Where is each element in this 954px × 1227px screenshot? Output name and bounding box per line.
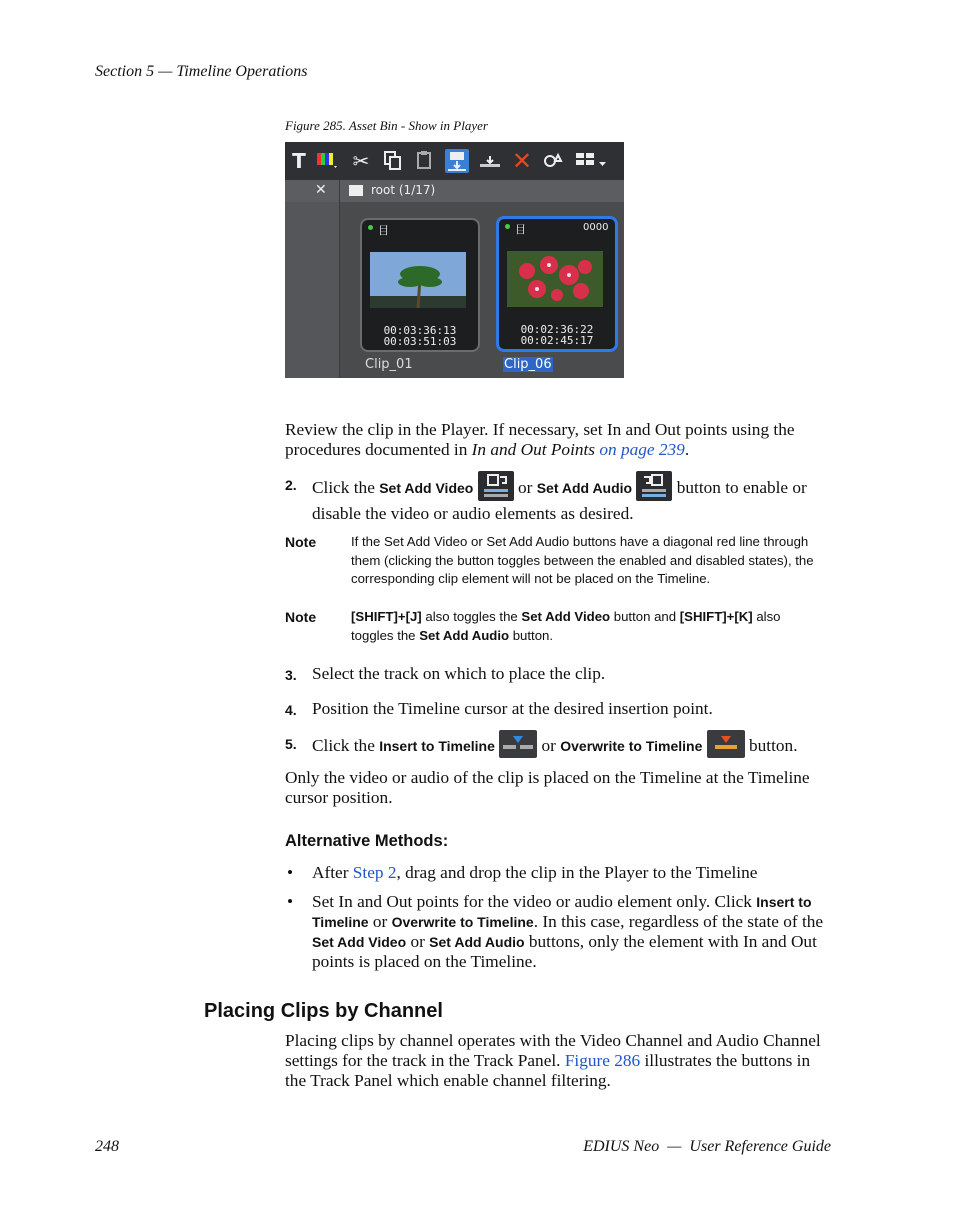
running-header: Section 5 — Timeline Operations — [95, 63, 308, 80]
folder-icon — [349, 185, 363, 196]
clip-image — [507, 251, 603, 307]
clip-type-icon: 目 — [378, 224, 389, 237]
intro-paragraph: Review the clip in the Player. If necessary, set In and Out points using the procedures documented in In and Out Points on page 239. — [285, 420, 795, 459]
step-4: Position the Timeline cursor at the desired insertion point. — [312, 699, 713, 718]
timecode-out: 00:03:51:03 — [383, 335, 457, 348]
figure-286-link[interactable]: Figure 286 — [564, 1051, 641, 1070]
set-add-audio-icon[interactable] — [636, 471, 672, 501]
step-2: Click the Set Add Video or Set Add Audio button to enable or disable the video or audio elements as desired. — [312, 474, 852, 524]
bullet-item: Set In and Out points for the video or audio element only. Click Insert to Timeline or Overwrite to Timeline. In this case, regardless of the state of the Set Add Video or Set Add Audio buttons, only the element with In and Out points is placed on the Timeline. — [312, 892, 824, 971]
bullet-icon: • — [287, 892, 294, 911]
clip-image — [370, 252, 466, 308]
note-text: [SHIFT]+[J] also toggles the Set Add Video button and [SHIFT]+[K] also toggles the Set Add Audio button. — [351, 609, 781, 643]
step-2-link[interactable]: Step 2 — [352, 863, 397, 882]
alternative-methods-heading: Alternative Methods: — [285, 832, 449, 850]
figure-caption: Figure 285. Asset Bin - Show in Player — [285, 118, 488, 133]
footer-title: EDIUS Neo — User Reference Guide — [583, 1138, 831, 1155]
step-number: 3. — [285, 667, 297, 683]
timecode-out: 00:02:45:17 — [520, 334, 594, 347]
step-3: Select the track on which to place the clip. — [312, 664, 606, 683]
step-number: 5. — [285, 736, 297, 752]
clip-badge: 0000 — [583, 222, 609, 233]
overwrite-to-timeline-icon[interactable] — [707, 730, 745, 758]
note-label: Note — [285, 534, 317, 550]
color-bars-icon[interactable] — [315, 149, 339, 173]
step-5: Click the Insert to Timeline or Overwrite to Timeline button. — [312, 733, 852, 761]
cut-icon[interactable]: ✂ — [352, 149, 370, 173]
note-text: If the Set Add Video or Set Add Audio buttons have a diagonal red line through them (clicking the button toggles between the enabled and disabled states), the corresponding clip element will not be placed on the Timeline. — [351, 534, 814, 586]
timecode-in: 00:02:36:22 — [520, 323, 594, 336]
step-number: 4. — [285, 702, 297, 718]
clip-thumbnail-selected[interactable] — [496, 216, 618, 352]
bullet-icon: • — [287, 863, 294, 882]
note-label: Note — [285, 609, 317, 625]
add-to-timeline-icon[interactable] — [478, 149, 502, 173]
timecode-in: 00:03:36:13 — [383, 324, 457, 337]
title-icon[interactable]: T — [292, 149, 306, 173]
status-dot-icon — [505, 224, 510, 229]
copy-icon[interactable] — [381, 149, 405, 173]
asset-bin-screenshot — [285, 142, 624, 378]
set-add-video-icon[interactable] — [478, 471, 514, 501]
paste-icon[interactable] — [413, 149, 437, 173]
show-in-player-icon[interactable] — [445, 149, 469, 173]
page-reference-link[interactable]: on page 239 — [599, 440, 685, 459]
clip-name: Clip_01 — [365, 357, 413, 372]
bullet-item: After Step 2, drag and drop the clip in the Player to the Timeline — [312, 863, 758, 882]
bin-path-bar — [285, 180, 624, 202]
asset-bin-toolbar — [285, 142, 624, 180]
insert-to-timeline-icon[interactable] — [499, 730, 537, 758]
section-heading: Placing Clips by Channel — [204, 1000, 443, 1022]
delete-icon[interactable]: ✕ — [511, 147, 533, 175]
clip-type-icon: 目 — [515, 223, 526, 236]
step-number: 2. — [285, 477, 297, 493]
page-number: 248 — [95, 1138, 119, 1155]
status-dot-icon — [368, 225, 373, 230]
bin-path-label: root (1/17) — [371, 183, 436, 197]
view-mode-icon[interactable] — [574, 149, 614, 173]
result-paragraph: Only the video or audio of the clip is placed on the Timeline at the Timeline cursor position. — [285, 768, 810, 807]
section-paragraph: Placing clips by channel operates with the Video Channel and Audio Channel settings for the track in the Track Panel. Figure 286 illustrates the buttons in the Track Panel which enable channel filtering. — [285, 1031, 821, 1090]
properties-icon[interactable] — [542, 149, 566, 173]
clip-thumbnail[interactable] — [360, 218, 480, 352]
clip-name-selected: Clip_06 — [504, 357, 552, 372]
folder-tree-panel[interactable] — [285, 202, 340, 378]
close-icon[interactable]: ✕ — [315, 182, 327, 198]
